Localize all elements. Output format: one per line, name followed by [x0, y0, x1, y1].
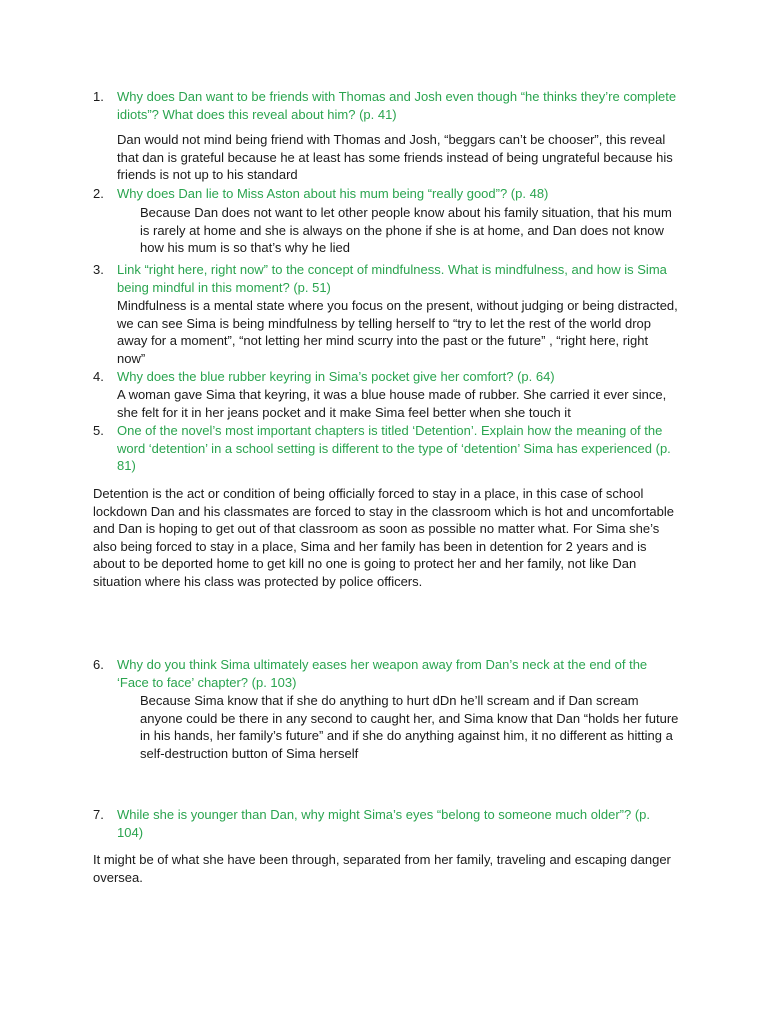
question-6: Why do you think Sima ultimately eases her weapon away from Dan’s neck at the end of the ‘Face to face’ chapter? (p. 103): [117, 657, 648, 690]
answer-2: Because Dan does not want to let other people know about his family situation, that his mum is rarely at home and she is always on the phone if she is at home, and Dan does not know how his mum is so that’s why he lied: [140, 205, 672, 256]
question-1: Why does Dan want to be friends with Thomas and Josh even though “he thinks they’re complete idiots”? What does this reveal about him? (p. 41): [117, 89, 677, 122]
question-5: One of the novel’s most important chapters is titled ‘Detention’. Explain how the meaning of the word ‘detention’ in a school setting is different to the type of ‘detention’ Sima has experienced (p. 81): [117, 423, 671, 474]
question-2: Why does Dan lie to Miss Aston about his mum being “really good”? (p. 48): [117, 186, 549, 201]
question-number-6: 6.: [93, 657, 104, 672]
answer-5: Detention is the act or condition of being officially forced to stay in a place, in this case of school lockdown Dan and his classmates are forced to stay in the classroom which is hot and uncomfortable and Dan is hoping to get out of that classroom as soon as possible no matter what. For Sima she’s also being forced to stay in a place, Sima and her family has been in detention for 2 years and is about to be deported home to get kill no one is going to protect her and her family, not like Dan situation where his class was protected by police officers.: [93, 486, 674, 589]
answer-4: A woman gave Sima that keyring, it was a blue house made of rubber. She carried it ever since, she felt for it in her jeans pocket and it make Sima feel better when she touch it: [117, 387, 667, 420]
question-number-5: 5.: [93, 423, 104, 438]
question-number-1: 1.: [93, 89, 104, 104]
question-3: Link “right here, right now” to the concept of mindfulness. What is mindfulness, and how is Sima being mindful in this moment? (p. 51): [117, 262, 667, 295]
answer-3: Mindfulness is a mental state where you focus on the present, without judging or being distracted, we can see Sima is being mindfulness by telling herself to “try to let the rest of the world drop away for a moment”, “not letting her mind scurry into the past or the future” , “right here, right now”: [117, 298, 678, 366]
answer-1: Dan would not mind being friend with Thomas and Josh, “beggars can’t be chooser”, this reveal that dan is grateful because he at least has some friends instead of being ungrateful because his friends is not up to his standard: [117, 132, 673, 183]
question-7: While she is younger than Dan, why might Sima’s eyes “belong to someone much older”? (p. 104): [117, 807, 651, 840]
question-number-3: 3.: [93, 262, 104, 277]
question-number-4: 4.: [93, 369, 104, 384]
question-number-2: 2.: [93, 186, 104, 201]
answer-6: Because Sima know that if she do anything to hurt dDn he’ll scream and if Dan scream anyone could be there in any second to caught her, and Sima know that Dan “holds her future in his hands, her family’s future” and if she do anything against him, it no different as hitting a self-destruction button of Sima herself: [140, 693, 679, 761]
answer-7: It might be of what she have been through, separated from her family, traveling and escaping danger oversea.: [93, 852, 671, 885]
question-4: Why does the blue rubber keyring in Sima’s pocket give her comfort? (p. 64): [117, 369, 555, 384]
question-number-7: 7.: [93, 807, 104, 822]
